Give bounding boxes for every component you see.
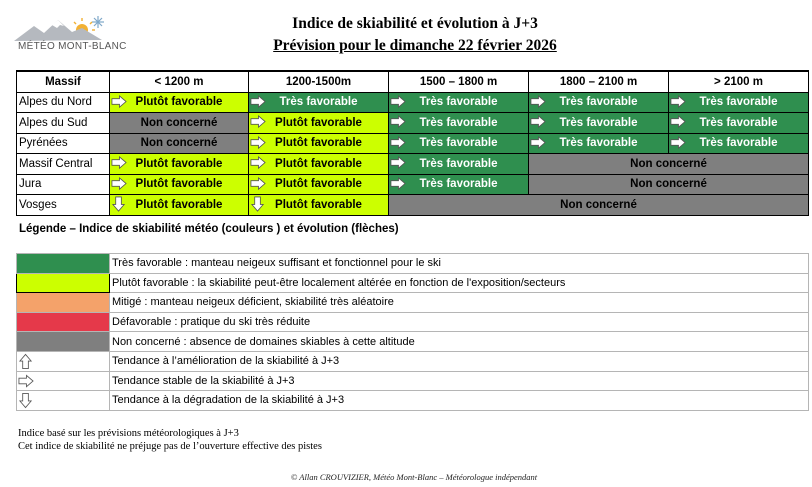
note-line: Cet indice de skiabilité ne préjuge pas de l’ouverture effective des pistes xyxy=(18,441,322,452)
arrow-right-icon xyxy=(249,155,267,171)
skiability-cell xyxy=(110,113,249,134)
arrow-right-icon xyxy=(529,135,547,151)
table-row xyxy=(17,92,809,113)
legend-swatch xyxy=(17,312,110,332)
legend-text: Défavorable : pratique du ski très réduite xyxy=(110,312,809,332)
skiability-cell xyxy=(249,133,389,154)
legend-table xyxy=(16,253,809,411)
arrow-right-icon xyxy=(389,94,407,110)
column-header-gt-2100: > 2100 m xyxy=(669,71,809,92)
page-subtitle: Prévision pour le dimanche 22 février 2026 xyxy=(273,37,557,54)
skiability-label: Plutôt favorable xyxy=(275,137,362,150)
skiability-label: Très favorable xyxy=(419,96,498,109)
legend-text: Très favorable : manteau neigeux suffisant et fonctionnel pour le ski xyxy=(110,254,809,274)
skiability-label: Non concerné xyxy=(630,178,707,191)
table-header-row xyxy=(17,71,809,92)
skiability-cell xyxy=(669,92,809,113)
arrow-down-icon xyxy=(18,392,34,409)
legend-row xyxy=(17,273,809,293)
arrow-right-icon xyxy=(249,176,267,192)
skiability-label: Très favorable xyxy=(559,96,638,109)
skiability-cell xyxy=(110,174,249,195)
skiability-label: Très favorable xyxy=(559,137,638,150)
legend-swatch xyxy=(17,254,110,274)
skiability-cell xyxy=(669,113,809,134)
skiability-cell xyxy=(110,92,249,113)
arrow-right-icon xyxy=(389,155,407,171)
legend-row xyxy=(17,351,809,371)
legend-text: Mitigé : manteau neigeux déficient, skiabilité très aléatoire xyxy=(110,293,809,313)
skiability-label: Très favorable xyxy=(419,157,498,170)
arrow-up-icon xyxy=(18,353,34,370)
skiability-cell xyxy=(669,133,809,154)
skiability-cell xyxy=(389,92,529,113)
note-line: Indice basé sur les prévisions météorologiques à J+3 xyxy=(18,428,239,439)
table-row xyxy=(17,154,809,175)
column-header-1500-1800: 1500 – 1800 m xyxy=(389,71,529,92)
skiability-label: Plutôt favorable xyxy=(275,157,362,170)
skiability-cell xyxy=(249,195,389,216)
column-header-1800-2100: 1800 – 2100 m xyxy=(529,71,669,92)
legend-swatch xyxy=(17,293,110,313)
arrow-right-icon xyxy=(249,114,267,130)
skiability-label: Très favorable xyxy=(419,137,498,150)
legend-text: Plutôt favorable : la skiabilité peut-être localement altérée en fonction de l'exposition/secteurs xyxy=(110,273,809,293)
legend-swatch xyxy=(17,273,110,293)
massif-name: Vosges xyxy=(17,195,110,216)
skiability-label: Non concerné xyxy=(560,198,637,211)
legend-row xyxy=(17,371,809,391)
skiability-label: Plutôt favorable xyxy=(275,116,362,129)
legend-swatch xyxy=(17,391,110,411)
legend-row xyxy=(17,332,809,352)
skiability-label: Non concerné xyxy=(140,116,218,129)
skiability-label: Très favorable xyxy=(279,96,358,109)
table-row xyxy=(17,195,809,216)
arrow-right-icon xyxy=(669,114,687,130)
skiability-cell xyxy=(389,174,529,195)
skiability-cell xyxy=(529,113,669,134)
arrow-right-icon xyxy=(669,94,687,110)
arrow-right-icon xyxy=(249,135,267,151)
skiability-label: Très favorable xyxy=(699,96,778,109)
massif-name: Alpes du Sud xyxy=(17,113,110,134)
skiability-cell xyxy=(529,174,809,195)
skiability-cell xyxy=(249,113,389,134)
massif-name: Pyrénées xyxy=(17,133,110,154)
skiability-cell xyxy=(529,154,809,175)
skiability-label: Plutôt favorable xyxy=(135,198,223,211)
column-header-massif: Massif xyxy=(17,71,110,92)
arrow-right-icon xyxy=(389,176,407,192)
arrow-right-icon xyxy=(110,94,128,110)
massif-name: Massif Central xyxy=(17,154,110,175)
skiability-cell xyxy=(249,92,389,113)
arrow-right-icon xyxy=(249,94,267,110)
skiability-label: Plutôt favorable xyxy=(275,178,362,191)
skiability-label: Très favorable xyxy=(419,178,498,191)
table-row xyxy=(17,113,809,134)
skiability-cell xyxy=(529,92,669,113)
skiability-label: Non concerné xyxy=(140,137,218,150)
skiability-cell xyxy=(529,133,669,154)
page-title: Indice de skiabilité et évolution à J+3 xyxy=(292,15,538,32)
legend-row xyxy=(17,391,809,411)
skiability-table xyxy=(16,70,809,216)
legend-row xyxy=(17,254,809,274)
arrow-right-icon xyxy=(529,114,547,130)
skiability-label: Non concerné xyxy=(630,157,707,170)
arrow-right-icon xyxy=(669,135,687,151)
credit-line: © Allan CROUVIZIER, Météo Mont-Blanc – Météorologue indépendant xyxy=(290,472,538,482)
legend-text: Tendance à l’amélioration de la skiabilité à J+3 xyxy=(110,351,809,371)
skiability-label: Plutôt favorable xyxy=(135,178,223,191)
skiability-label: Très favorable xyxy=(559,116,638,129)
legend-swatch xyxy=(17,332,110,352)
legend-text: Tendance à la dégradation de la skiabilité à J+3 xyxy=(110,391,809,411)
arrow-right-icon xyxy=(110,155,128,171)
arrow-right-icon xyxy=(18,373,34,390)
notes xyxy=(18,427,322,453)
legend-row xyxy=(17,293,809,313)
legend-text: Tendance stable de la skiabilité à J+3 xyxy=(110,371,809,391)
column-header-lt-1200: < 1200 m xyxy=(110,71,249,92)
arrow-down-icon xyxy=(110,196,128,212)
arrow-right-icon xyxy=(529,94,547,110)
skiability-label: Très favorable xyxy=(419,116,498,129)
column-header-1200-1500: 1200-1500m xyxy=(249,71,389,92)
skiability-cell xyxy=(249,174,389,195)
table-row xyxy=(17,133,809,154)
skiability-label: Plutôt favorable xyxy=(135,96,223,109)
legend-row xyxy=(17,312,809,332)
skiability-cell xyxy=(110,154,249,175)
legend-swatch xyxy=(17,371,110,391)
arrow-right-icon xyxy=(389,114,407,130)
table-row xyxy=(17,174,809,195)
skiability-cell xyxy=(110,195,249,216)
arrow-down-icon xyxy=(249,196,267,212)
skiability-cell xyxy=(249,154,389,175)
skiability-label: Plutôt favorable xyxy=(275,198,362,211)
skiability-label: Très favorable xyxy=(699,137,778,150)
arrow-right-icon xyxy=(110,176,128,192)
logo-text: MÉTÉO MONT-BLANC xyxy=(18,41,127,52)
skiability-cell xyxy=(389,154,529,175)
skiability-cell xyxy=(389,195,809,216)
arrow-right-icon xyxy=(389,135,407,151)
skiability-cell xyxy=(389,113,529,134)
massif-name: Jura xyxy=(17,174,110,195)
skiability-cell xyxy=(389,133,529,154)
skiability-label: Très favorable xyxy=(699,116,778,129)
skiability-label: Plutôt favorable xyxy=(135,157,223,170)
legend-swatch xyxy=(17,351,110,371)
legend-title: Légende – Indice de skiabilité météo (couleurs ) et évolution (flèches) xyxy=(19,223,399,235)
legend-text: Non concerné : absence de domaines skiables à cette altitude xyxy=(110,332,809,352)
skiability-cell xyxy=(110,133,249,154)
table-body xyxy=(17,92,809,215)
massif-name: Alpes du Nord xyxy=(17,92,110,113)
